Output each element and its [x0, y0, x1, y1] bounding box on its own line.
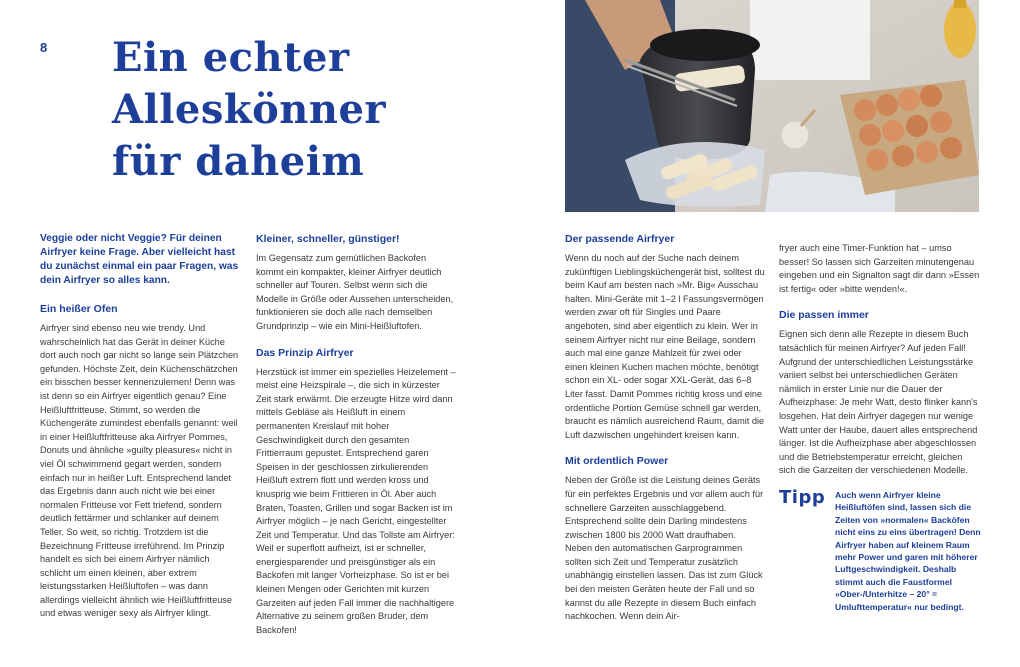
body-passen-immer: Eignen sich denn alle Rezepte in diesem Buch tatsächlich für meinen Airfryer? Auf jeden Fall! Aufgrund der unterschiedlichen Leistungsstärke variiert selbst bei unterschiedlichen Geräten nämlich in erster Linie nur die Dauer der Aufheizphase: Je mehr Watt, desto flinker kann's losgehen. Hat dein Airfryer dagegen nur wenige Watt unter der Haube, dauert alles entsprechend länger. Ist die Aufheizphase aber abgeschlossen und die Betriebstemperatur erreicht, gleichen sich die Garzeiten der verschiedenen Modelle. [779, 329, 978, 476]
body-prinzip-airfryer: Herzstück ist immer ein spezielles Heizelement – meist eine Heizspirale –, die sich in kürzester Zeit stark erwärmt. Die erzeugte Hitze wird dann mittels Gebläse als Heißluft in einem permanenten Kreislauf mit hoher Geschwindigkeit durch den gesamten Frittierraum gepustet. Entsprechend garen Speisen in der geschlossen zirkulierenden Heißluft extrem flott und werden kross und knusprig wie beim Frittieren in Öl. Aber auch Braten, Toasten, Grillen und sogar Backen ist im Airfryer möglich – je nach Gericht, eingestellter Zeit und Temperatur. Und das Tollste am Airfryer: Weil er superflott aufheizt, ist er schneller, energiesparender und preisgünstiger als ein Backofen mit langer Vorheizphase. So ist er bei kleinen Mengen oder Gerichten mit kurzen Garzeiten auf jeden Fall immer die nachhaltigere Alternative zu seinem großen Bruder, dem Backofen! [256, 366, 456, 635]
heading-kleiner-schneller: Kleiner, schneller, günstiger! [256, 233, 400, 245]
heading-passen-immer: Die passen immer [779, 309, 869, 322]
column-4 [779, 242, 981, 478]
body-ordentlich-power: Neben der Größe ist die Leistung deines Geräts für ein perfektes Ergebnis und vor allem auch für schnellere Garzeiten ausschlaggebend. Entsprechend sollte dein Darling mindestens zwischen 1800 bis 2000 Watt draufhaben. Neben den automatischen Garprogrammen sollten sich Zeit und Temperatur zusätzlich unabhängig einstellen lassen. Das ist zum Glück bei den meisten Geräten heute der Fall und so kannst du alle Rezepte in diesem Buch einfach nachkochen. Wenn dein Air- [565, 475, 764, 622]
page-number: 8 [40, 40, 48, 55]
heading-passende-airfryer: Der passende Airfryer [565, 233, 675, 245]
tip-label: Tipp [779, 487, 826, 508]
airfryer-photo [565, 0, 979, 212]
title-line-3: für daheim [112, 138, 365, 185]
intro-lead: Veggie oder nicht Veggie? Für deinen Airfryer keine Frage. Aber vielleicht hast du zunächst einmal ein paar Fragen, was dein Airfryer so alles kann. [40, 233, 239, 286]
body-passende-airfryer: Wenn du noch auf der Suche nach deinem zukünftigen Lieblingsküchengerät bist, solltest du beim Kauf am besten nach »Mr. Big« Ausschau halten. Mini-Geräte mit 1–2 l Fassungsvermögen werden zwar oft für Singles und Paare angeboten, sind aber eigentlich zu klein. Wer in seinem Airfryer nicht nur eine Beilage, sondern auch mal eine ganze Mahlzeit für zwei oder einen kleinen Kuchen machen möchte, benötigt schon ein XL- oder sogar XXL-Gerät, das 6–8 Liter fasst. Damit Pommes richtig kross und eine ordentliche Portion Gemüse schnell gar werden, braucht es nämlich ausreichend Raum, damit die Luft dazwischen ungehindert kreisen kann. [565, 253, 765, 440]
body-timer-funktion: fryer auch eine Timer-Funktion hat – umso besser! So lassen sich Garzeiten minutengenau eingeben und ein Signalton sagt dir dann »Essen ist fertig« oder »bitte wenden!«. [779, 243, 980, 294]
title-line-2: Alleskönner [112, 86, 386, 133]
body-ein-heisser-ofen: Airfryer sind ebenso neu wie trendy. Und wahrscheinlich hat das Gerät in deiner Küche dort auch noch gar nicht so lange sein Plätzchen gefunden. Höchste Zeit, dein Küchenschätzchen ein bisschen besser kennenzulernen! Denn was ist denn so ein Airfryer eigentlich genau? Eine Heißluftfritteuse. Stimmt, so werden die Küchengeräte zumindest ebenfalls genannt: weil in einer Heißluftfritteuse aka Airfryer Pommes, Donuts und ähnliche »guilty pleasures« nicht in viel Öl schwimmend gegart werden, sondern einfach nur in heißer Luft. Entsprechend landet das Ergebnis dann auch nicht wie bei einer normalen Fritteuse vor Fett triefend, sondern deutlich fettärmer und schlanker auf deinem Teller. So weit, so richtig. Trotzdem ist die Bezeichnung Fritteuse irreführend. Im Prinzip handelt es sich bei einem Airfryer nämlich schlicht um einen kleinen, aber extrem leistungsstarken Heißluftofen – was dann allerdings vielleicht ähnlich wie Heißluftfritteuse und etwas weniger sexy als Airfryer klingt. [40, 323, 239, 619]
page-title [112, 32, 386, 188]
body-kleiner-schneller: Im Gegensatz zum gemütlichen Backofen kommt ein kompakter, kleiner Airfryer deutlich schneller auf Touren. Selbst wenn sich die Modelle in Größe oder Aussehen unterscheiden, funktionieren sie doch alle nach demselben Grundprinzip – wie ein Mini-Heißluftofen. [256, 253, 454, 331]
heading-ordentlich-power: Mit ordentlich Power [565, 455, 669, 468]
column-3 [565, 232, 765, 624]
heading-prinzip-airfryer: Das Prinzip Airfryer [256, 346, 354, 359]
title-line-1: Ein echter [112, 34, 350, 81]
column-1 [40, 232, 240, 621]
heading-ein-heisser-ofen: Ein heißer Ofen [40, 303, 118, 315]
tip-text: Auch wenn Airfryer kleine Heißluftöfen sind, lassen sich die Zeiten von »normalen« Backöfen nicht eins zu eins übertragen! Denn Airfryer haben auf kleinem Raum mehr Power und garen mit höherer Luftgeschwindigkeit. Deshalb stimmt auch die Faustformel »Ober-/Unterhitze – 20° = Umlufttemperatur« nur bedingt. [835, 490, 981, 612]
column-2 [256, 232, 456, 637]
